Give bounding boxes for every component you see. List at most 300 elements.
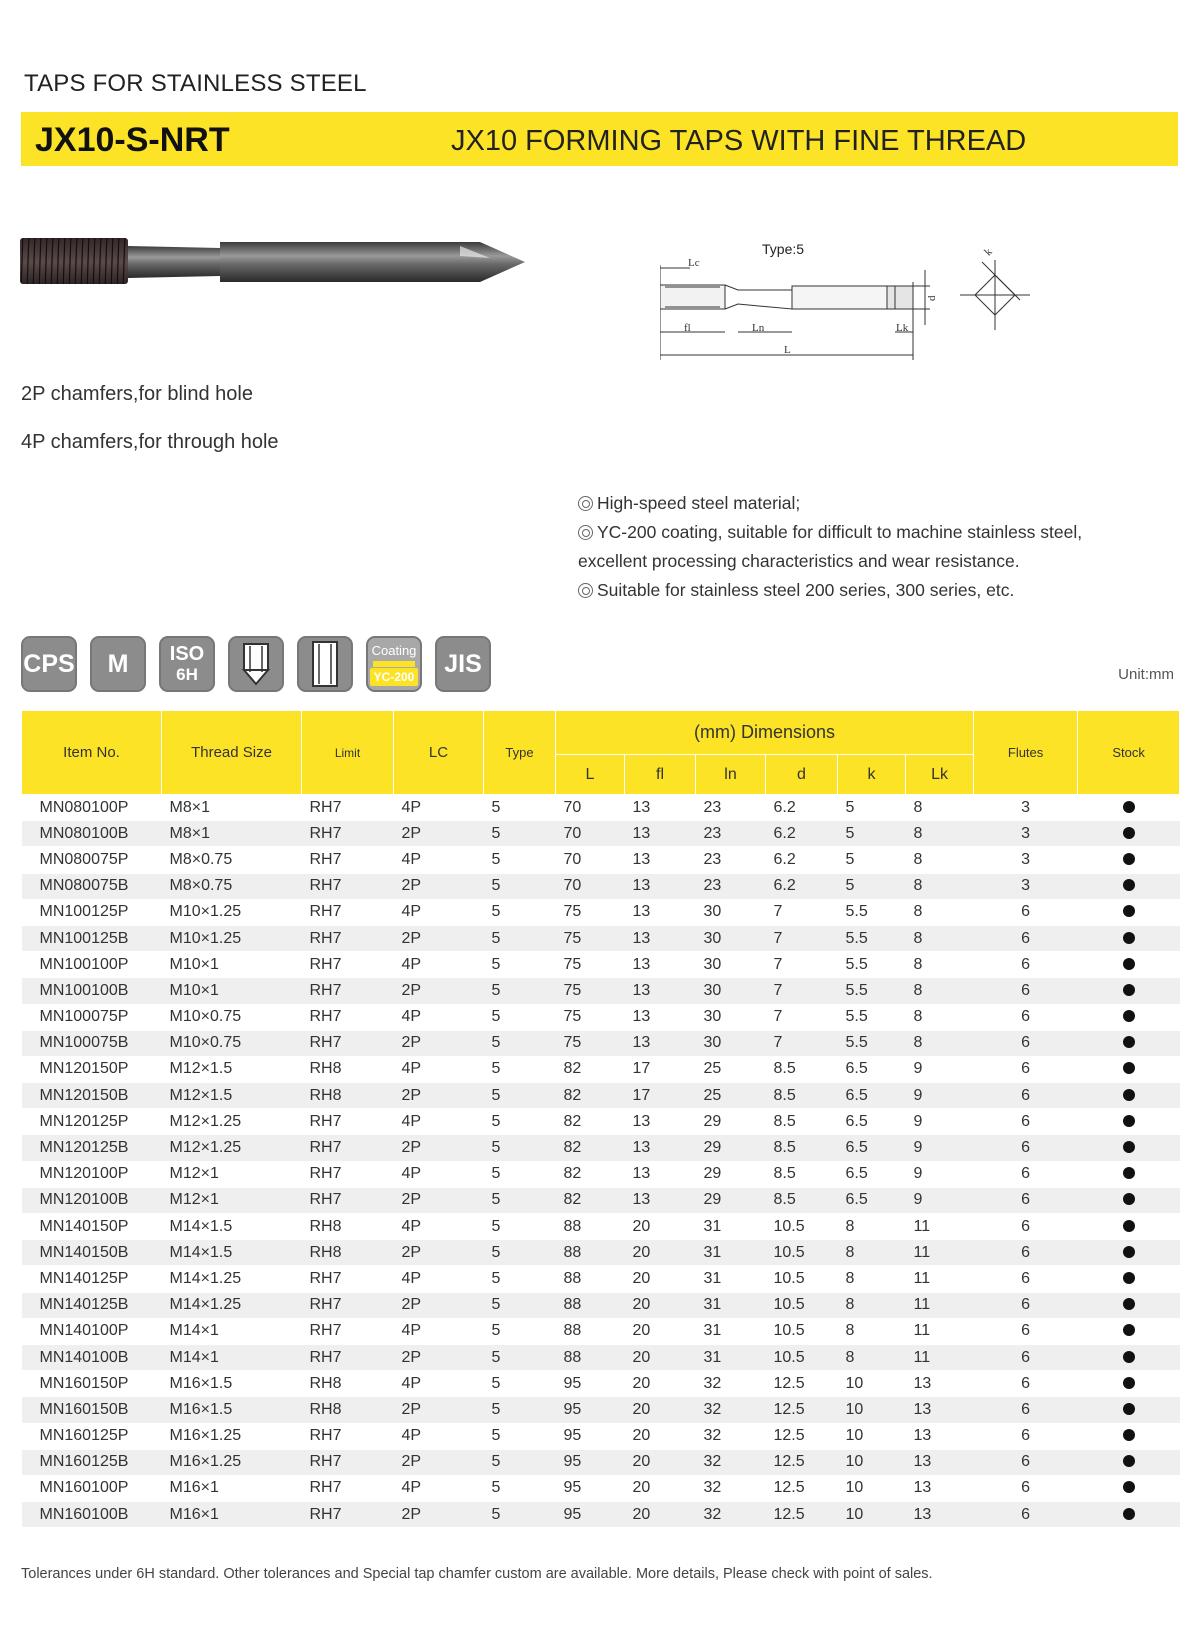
cell-d: 12.5	[766, 1423, 838, 1449]
table-row	[22, 1318, 1180, 1344]
cell-lc: 4P	[394, 1214, 484, 1240]
table-row	[22, 1397, 1180, 1423]
cell-k: 10	[838, 1449, 906, 1475]
cell-flutes: 3	[974, 821, 1078, 847]
table-row	[22, 1423, 1180, 1449]
cell-stock	[1078, 1161, 1180, 1187]
cell-lc: 4P	[394, 1266, 484, 1292]
cell-thread-size: M12×1.25	[162, 1109, 302, 1135]
cell-limit: RH7	[302, 1004, 394, 1030]
tap-dimension-diagram	[660, 240, 1080, 380]
cell-k: 5.5	[838, 1030, 906, 1056]
cell-ln: 30	[696, 952, 766, 978]
cell-lk: 9	[906, 1109, 974, 1135]
cell-lc: 2P	[394, 1397, 484, 1423]
cell-L: 82	[556, 1161, 625, 1187]
chamfer-note-blind: 2P chamfers,for blind hole	[21, 383, 253, 405]
cell-ln: 32	[696, 1397, 766, 1423]
specification-table	[21, 710, 1180, 1528]
cell-fl: 20	[625, 1397, 696, 1423]
cell-fl: 20	[625, 1502, 696, 1528]
cell-fl: 20	[625, 1266, 696, 1292]
cell-L: 95	[556, 1449, 625, 1475]
cell-d: 7	[766, 1004, 838, 1030]
cell-d: 12.5	[766, 1449, 838, 1475]
cell-thread-size: M16×1.5	[162, 1371, 302, 1397]
cell-limit: RH7	[302, 1475, 394, 1501]
cell-k: 8	[838, 1240, 906, 1266]
cell-stock	[1078, 952, 1180, 978]
cell-limit: RH7	[302, 925, 394, 951]
cell-L: 95	[556, 1423, 625, 1449]
cell-ln: 31	[696, 1292, 766, 1318]
cell-limit: RH7	[302, 795, 394, 821]
cell-thread-size: M12×1	[162, 1187, 302, 1213]
cps-badge-icon: CPS	[21, 636, 77, 692]
cell-flutes: 6	[974, 1161, 1078, 1187]
cell-lc: 4P	[394, 795, 484, 821]
cell-L: 82	[556, 1109, 625, 1135]
cell-L: 82	[556, 1135, 625, 1161]
cell-lc: 2P	[394, 1240, 484, 1266]
cell-stock	[1078, 1109, 1180, 1135]
in-stock-dot-icon	[1123, 827, 1135, 839]
diagram-label-d: d	[926, 295, 938, 301]
in-stock-dot-icon	[1123, 932, 1135, 944]
cell-ln: 30	[696, 978, 766, 1004]
in-stock-dot-icon	[1123, 905, 1135, 917]
cell-flutes: 6	[974, 1292, 1078, 1318]
cell-item-no: MN160150P	[22, 1371, 162, 1397]
cell-fl: 20	[625, 1423, 696, 1449]
cell-k: 8	[838, 1214, 906, 1240]
cell-lk: 9	[906, 1161, 974, 1187]
cell-item-no: MN100100P	[22, 952, 162, 978]
in-stock-dot-icon	[1123, 1089, 1135, 1101]
cell-ln: 31	[696, 1240, 766, 1266]
cell-fl: 17	[625, 1056, 696, 1082]
cell-limit: RH7	[302, 1266, 394, 1292]
cell-L: 75	[556, 925, 625, 951]
cell-k: 6.5	[838, 1187, 906, 1213]
cell-d: 12.5	[766, 1502, 838, 1528]
cell-fl: 20	[625, 1371, 696, 1397]
cell-d: 10.5	[766, 1318, 838, 1344]
table-row	[22, 1266, 1180, 1292]
cell-type: 5	[484, 1004, 556, 1030]
table-row	[22, 925, 1180, 951]
cell-k: 5	[838, 847, 906, 873]
cell-d: 10.5	[766, 1214, 838, 1240]
cell-limit: RH7	[302, 952, 394, 978]
cell-type: 5	[484, 1056, 556, 1082]
cell-thread-size: M12×1	[162, 1161, 302, 1187]
cell-L: 88	[556, 1266, 625, 1292]
cell-stock	[1078, 1475, 1180, 1501]
header-limit: Limit	[302, 711, 394, 795]
diagram-label-k: k	[982, 245, 995, 259]
cell-ln: 30	[696, 1004, 766, 1030]
cell-flutes: 6	[974, 1083, 1078, 1109]
cell-lc: 2P	[394, 925, 484, 951]
table-row	[22, 1214, 1180, 1240]
tap-product-image	[20, 232, 530, 292]
cell-L: 82	[556, 1187, 625, 1213]
in-stock-dot-icon	[1123, 1193, 1135, 1205]
cell-flutes: 6	[974, 1371, 1078, 1397]
cell-ln: 29	[696, 1109, 766, 1135]
cell-type: 5	[484, 1397, 556, 1423]
cell-item-no: MN140150P	[22, 1214, 162, 1240]
cell-flutes: 6	[974, 978, 1078, 1004]
cell-type: 5	[484, 1266, 556, 1292]
cell-ln: 31	[696, 1318, 766, 1344]
cell-fl: 13	[625, 952, 696, 978]
cell-lk: 13	[906, 1449, 974, 1475]
jis-badge-icon: JIS	[435, 636, 491, 692]
cell-item-no: MN080100P	[22, 795, 162, 821]
cell-ln: 23	[696, 873, 766, 899]
table-row	[22, 952, 1180, 978]
cell-item-no: MN100075B	[22, 1030, 162, 1056]
cell-item-no: MN080075P	[22, 847, 162, 873]
diagram-type-label: Type:5	[762, 241, 805, 257]
cell-thread-size: M14×1	[162, 1318, 302, 1344]
cell-stock	[1078, 873, 1180, 899]
cell-k: 8	[838, 1318, 906, 1344]
cell-d: 12.5	[766, 1371, 838, 1397]
cell-stock	[1078, 1397, 1180, 1423]
cell-ln: 29	[696, 1161, 766, 1187]
cell-d: 10.5	[766, 1292, 838, 1318]
cell-limit: RH8	[302, 1083, 394, 1109]
cell-stock	[1078, 1318, 1180, 1344]
cell-ln: 30	[696, 925, 766, 951]
cell-limit: RH7	[302, 978, 394, 1004]
cell-d: 8.5	[766, 1161, 838, 1187]
cell-k: 10	[838, 1423, 906, 1449]
cell-ln: 30	[696, 1030, 766, 1056]
cell-d: 10.5	[766, 1240, 838, 1266]
cell-lc: 4P	[394, 1371, 484, 1397]
feature-list	[578, 489, 1138, 605]
cell-lk: 13	[906, 1397, 974, 1423]
cell-limit: RH7	[302, 847, 394, 873]
cell-L: 70	[556, 795, 625, 821]
cell-fl: 13	[625, 1004, 696, 1030]
table-row	[22, 1109, 1180, 1135]
table-row	[22, 1371, 1180, 1397]
in-stock-dot-icon	[1123, 1036, 1135, 1048]
in-stock-dot-icon	[1123, 984, 1135, 996]
cell-stock	[1078, 1371, 1180, 1397]
cell-item-no: MN140125P	[22, 1266, 162, 1292]
cell-thread-size: M12×1.25	[162, 1135, 302, 1161]
cell-k: 5.5	[838, 1004, 906, 1030]
cell-d: 8.5	[766, 1187, 838, 1213]
cell-L: 75	[556, 952, 625, 978]
cell-limit: RH7	[302, 1187, 394, 1213]
cell-fl: 13	[625, 978, 696, 1004]
cell-ln: 32	[696, 1371, 766, 1397]
bullet-ring-icon	[578, 525, 593, 540]
cell-item-no: MN100100B	[22, 978, 162, 1004]
cell-lk: 13	[906, 1371, 974, 1397]
cell-flutes: 6	[974, 899, 1078, 925]
table-row	[22, 1344, 1180, 1370]
table-row	[22, 821, 1180, 847]
header-k: k	[838, 755, 906, 795]
in-stock-dot-icon	[1123, 958, 1135, 970]
table-row	[22, 1187, 1180, 1213]
cell-d: 10.5	[766, 1266, 838, 1292]
cell-lc: 4P	[394, 1056, 484, 1082]
cell-lc: 4P	[394, 1475, 484, 1501]
cell-fl: 20	[625, 1292, 696, 1318]
cell-k: 8	[838, 1292, 906, 1318]
cell-stock	[1078, 1004, 1180, 1030]
cell-fl: 20	[625, 1449, 696, 1475]
cell-item-no: MN120100P	[22, 1161, 162, 1187]
cell-lc: 2P	[394, 1135, 484, 1161]
cell-thread-size: M14×1.25	[162, 1266, 302, 1292]
table-row	[22, 873, 1180, 899]
cell-d: 6.2	[766, 821, 838, 847]
cell-lk: 13	[906, 1423, 974, 1449]
cell-flutes: 3	[974, 847, 1078, 873]
cell-limit: RH7	[302, 821, 394, 847]
cell-lc: 2P	[394, 1449, 484, 1475]
cell-type: 5	[484, 1240, 556, 1266]
product-title-bar	[21, 112, 1178, 166]
cell-item-no: MN140125B	[22, 1292, 162, 1318]
cell-d: 8.5	[766, 1109, 838, 1135]
cell-ln: 32	[696, 1502, 766, 1528]
header-fl: fl	[625, 755, 696, 795]
cell-flutes: 6	[974, 1135, 1078, 1161]
cell-item-no: MN160100B	[22, 1502, 162, 1528]
cell-ln: 31	[696, 1214, 766, 1240]
cell-item-no: MN120125P	[22, 1109, 162, 1135]
cell-L: 82	[556, 1083, 625, 1109]
cell-type: 5	[484, 1502, 556, 1528]
table-row	[22, 978, 1180, 1004]
cell-flutes: 6	[974, 1056, 1078, 1082]
cell-thread-size: M10×1	[162, 952, 302, 978]
cell-type: 5	[484, 925, 556, 951]
cell-limit: RH8	[302, 1371, 394, 1397]
cell-lk: 11	[906, 1214, 974, 1240]
cell-ln: 23	[696, 847, 766, 873]
cell-item-no: MN140150B	[22, 1240, 162, 1266]
header-flutes: Flutes	[974, 711, 1078, 795]
chamfer-note-through: 4P chamfers,for through hole	[21, 431, 279, 453]
table-row	[22, 1161, 1180, 1187]
cell-item-no: MN120150P	[22, 1056, 162, 1082]
cell-stock	[1078, 1135, 1180, 1161]
cell-type: 5	[484, 1475, 556, 1501]
in-stock-dot-icon	[1123, 879, 1135, 891]
cell-flutes: 6	[974, 1240, 1078, 1266]
cell-stock	[1078, 899, 1180, 925]
cell-thread-size: M16×1.25	[162, 1449, 302, 1475]
cell-thread-size: M12×1.5	[162, 1056, 302, 1082]
cell-k: 5	[838, 795, 906, 821]
cell-ln: 25	[696, 1056, 766, 1082]
cell-fl: 13	[625, 1187, 696, 1213]
cell-lk: 11	[906, 1344, 974, 1370]
cell-flutes: 6	[974, 1475, 1078, 1501]
cell-thread-size: M8×1	[162, 795, 302, 821]
cell-lk: 8	[906, 795, 974, 821]
header-L: L	[556, 755, 625, 795]
cell-thread-size: M8×0.75	[162, 873, 302, 899]
cell-item-no: MN120125B	[22, 1135, 162, 1161]
cell-stock	[1078, 1083, 1180, 1109]
cell-lc: 4P	[394, 952, 484, 978]
cell-lk: 8	[906, 873, 974, 899]
footnote: Tolerances under 6H standard. Other tolerances and Special tap chamfer custom are available. More details, Please check with point of sales.	[21, 1566, 933, 1582]
cell-flutes: 3	[974, 795, 1078, 821]
cell-thread-size: M14×1.5	[162, 1214, 302, 1240]
header-lk: Lk	[906, 755, 974, 795]
cell-thread-size: M14×1	[162, 1344, 302, 1370]
feature-item: Suitable for stainless steel 200 series, 300 series, etc.	[578, 576, 1138, 605]
in-stock-dot-icon	[1123, 1351, 1135, 1363]
cell-thread-size: M8×1	[162, 821, 302, 847]
cell-fl: 20	[625, 1318, 696, 1344]
cell-lc: 2P	[394, 1502, 484, 1528]
cell-d: 6.2	[766, 847, 838, 873]
cell-thread-size: M8×0.75	[162, 847, 302, 873]
cell-lc: 4P	[394, 899, 484, 925]
cell-flutes: 6	[974, 1502, 1078, 1528]
cell-fl: 13	[625, 821, 696, 847]
cell-flutes: 6	[974, 1318, 1078, 1344]
in-stock-dot-icon	[1123, 1429, 1135, 1441]
cell-d: 8.5	[766, 1056, 838, 1082]
cell-k: 8	[838, 1344, 906, 1370]
cell-limit: RH7	[302, 1502, 394, 1528]
cell-ln: 32	[696, 1475, 766, 1501]
cell-k: 6.5	[838, 1161, 906, 1187]
cell-type: 5	[484, 1030, 556, 1056]
cell-thread-size: M14×1.25	[162, 1292, 302, 1318]
category-title: TAPS FOR STAINLESS STEEL	[24, 70, 367, 97]
cell-item-no: MN140100P	[22, 1318, 162, 1344]
table-row	[22, 1502, 1180, 1528]
product-description: JX10 FORMING TAPS WITH FINE THREAD	[451, 125, 1027, 157]
cell-flutes: 3	[974, 873, 1078, 899]
cell-lk: 8	[906, 821, 974, 847]
cell-limit: RH8	[302, 1240, 394, 1266]
coating-yc200-badge-icon: Coating YC-200	[366, 636, 422, 692]
cell-thread-size: M10×1	[162, 978, 302, 1004]
cell-limit: RH7	[302, 1292, 394, 1318]
cell-type: 5	[484, 1449, 556, 1475]
cell-d: 10.5	[766, 1344, 838, 1370]
cell-lc: 4P	[394, 1423, 484, 1449]
cell-lk: 8	[906, 899, 974, 925]
cell-item-no: MN120100B	[22, 1187, 162, 1213]
cell-flutes: 6	[974, 925, 1078, 951]
table-row	[22, 1030, 1180, 1056]
cell-k: 5.5	[838, 978, 906, 1004]
bullet-ring-icon	[578, 496, 593, 511]
cell-k: 5.5	[838, 925, 906, 951]
cell-flutes: 6	[974, 1004, 1078, 1030]
cell-L: 75	[556, 1030, 625, 1056]
cell-lk: 9	[906, 1056, 974, 1082]
cell-lc: 2P	[394, 1292, 484, 1318]
diagram-label-fl: fl	[684, 322, 691, 334]
in-stock-dot-icon	[1123, 1455, 1135, 1467]
cell-k: 10	[838, 1371, 906, 1397]
cell-k: 10	[838, 1502, 906, 1528]
in-stock-dot-icon	[1123, 1272, 1135, 1284]
cell-k: 5	[838, 873, 906, 899]
cell-thread-size: M16×1.5	[162, 1397, 302, 1423]
cell-stock	[1078, 1266, 1180, 1292]
cell-lk: 8	[906, 847, 974, 873]
cell-type: 5	[484, 1214, 556, 1240]
cell-k: 5.5	[838, 952, 906, 978]
cell-type: 5	[484, 1371, 556, 1397]
cell-stock	[1078, 1292, 1180, 1318]
cell-flutes: 6	[974, 1423, 1078, 1449]
bullet-ring-icon	[578, 583, 593, 598]
cell-type: 5	[484, 1187, 556, 1213]
cell-limit: RH7	[302, 873, 394, 899]
cell-stock	[1078, 978, 1180, 1004]
cell-stock	[1078, 795, 1180, 821]
cell-d: 7	[766, 925, 838, 951]
cell-lk: 8	[906, 925, 974, 951]
cell-item-no: MN100125P	[22, 899, 162, 925]
cell-fl: 20	[625, 1344, 696, 1370]
cell-lk: 11	[906, 1318, 974, 1344]
cell-type: 5	[484, 1083, 556, 1109]
cell-k: 5	[838, 821, 906, 847]
cell-d: 7	[766, 978, 838, 1004]
cell-k: 8	[838, 1266, 906, 1292]
in-stock-dot-icon	[1123, 1377, 1135, 1389]
cell-d: 8.5	[766, 1135, 838, 1161]
m-badge-icon: M	[90, 636, 146, 692]
cell-limit: RH8	[302, 1056, 394, 1082]
cell-d: 6.2	[766, 795, 838, 821]
cell-lc: 4P	[394, 1161, 484, 1187]
cell-type: 5	[484, 1344, 556, 1370]
table-row	[22, 1056, 1180, 1082]
cell-k: 10	[838, 1397, 906, 1423]
cell-L: 75	[556, 1004, 625, 1030]
cell-item-no: MN160100P	[22, 1475, 162, 1501]
cell-limit: RH8	[302, 1214, 394, 1240]
cell-lc: 2P	[394, 1344, 484, 1370]
cell-L: 75	[556, 899, 625, 925]
cell-k: 6.5	[838, 1056, 906, 1082]
cell-type: 5	[484, 873, 556, 899]
cell-stock	[1078, 1423, 1180, 1449]
cell-type: 5	[484, 847, 556, 873]
cell-item-no: MN160125P	[22, 1423, 162, 1449]
cell-type: 5	[484, 795, 556, 821]
header-lc: LC	[394, 711, 484, 795]
cell-type: 5	[484, 1135, 556, 1161]
cell-L: 95	[556, 1475, 625, 1501]
cell-limit: RH7	[302, 1030, 394, 1056]
